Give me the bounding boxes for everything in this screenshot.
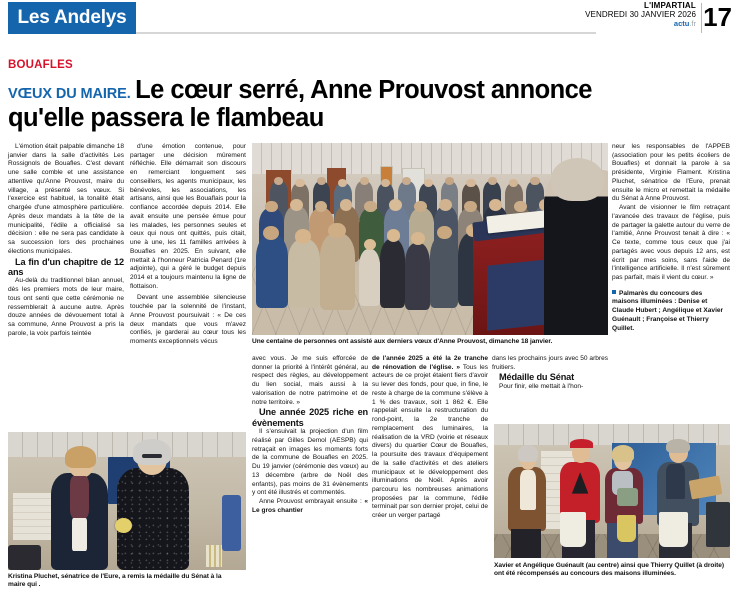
contest-winners-caption: Xavier et Angélique Guénault (au centre) ainsi que Thierry Quillet (à droite) ont été récompensés au concours des maisons illuminées. — [494, 562, 725, 577]
masthead — [0, 0, 738, 38]
masthead-info — [528, 2, 696, 28]
website-logo — [528, 20, 696, 28]
paper-name: L'IMPARTIAL — [644, 1, 696, 10]
paragraph: Au-delà du traditionnel bilan annuel, dès les premiers mots de leur maire, tous ont senti que cette cérémonie ne ressemblerait à aucune autre. Après douze années de dévouement total à sa commune, Anne Prouvost a pris la parole, la voix parfois teintée — [8, 277, 124, 337]
paragraph: Devant une assemblée silencieuse touchée par la solennité de l'instant, Anne Prouvost poursuivait : « De ces deux mandats que vous m'avez confiés, je garderai au cœur tous les moments exceptionnels vécus — [130, 294, 246, 346]
paragraph: Il s'ensuivait la projection d'un film réalisé par Gilles Demol (AESPB) qui retraçait en images les moments forts de la commune de Bouafles en 2025. Du 19 janvier (cérémonie des vœux) au 13 décembre (arbre de Noël des enfants), pas moins de 31 évènements y ont été illustrés et commentés. — [252, 428, 368, 497]
page-number: 17 — [703, 2, 732, 32]
contest-winners-photo — [494, 424, 730, 558]
medal-handover-caption: Kristina Pluchet, sénatrice de l'Eure, a remis la médaille du Sénat à la maire qui . — [8, 573, 222, 588]
article-column-1 — [8, 143, 124, 338]
paragraph: L'émotion était palpable dimanche 18 janvier dans la salle d'activités Les Rossignols de Bouafles. C'est devant une salle comble et une assistance attentive qu'Anne Prouvost, maire du village, a présenté ses vœux. Si l'exercice est habituel, la tonalité était chargée d'une atmosphère particulière. Après deux mandats à la tête de la municipalité, l'édile a officialisé sa décision : elle ne sera pas candidate à sa succession lors des prochaines élections municipales. — [8, 143, 124, 255]
paragraph: avec vous. Je me suis efforcée de donner la priorité à l'intérêt général, au respect des règles, au développement du lien social, mais aussi à la valorisation de notre patrimoine et de notre territoire. » — [252, 355, 368, 406]
article-column-3 — [252, 355, 368, 516]
publication-date: VENDREDI 30 JANVIER 2026 — [585, 9, 696, 19]
subheading: Une année 2025 riche en évènements — [252, 407, 368, 428]
article-column-6 — [612, 143, 730, 333]
locality-kicker: BOUAFLES — [8, 59, 73, 71]
paragraph-quote-bold: « Le gros chantier — [252, 498, 368, 514]
site-tld: .fr — [689, 18, 696, 28]
article-column-5 — [492, 355, 608, 392]
headline-block — [8, 77, 730, 133]
assembly-hall-photo — [252, 143, 608, 335]
article-column-2 — [130, 143, 246, 347]
section-flag — [8, 2, 136, 34]
medal-handover-photo — [8, 432, 246, 570]
page-title: Le cœur serré, Anne Prouvost annonce — [135, 76, 592, 104]
paragraph: Avant de visionner le film retraçant l'avancée des travaux de l'église, puis de partager la galette autour du verre de l'amitié, Anne Prouvost tenait à dire : « Ce texte, comme tous ceux que j'ai partagés avec vous depuis 12 ans, est écrit par mes soins, sans l'aide de l'intelligence artificielle. Il n'est sûrement pas parfait, mais il vient du cœur. » — [612, 204, 730, 282]
sidebar-note-text: Palmarès du concours des maisons illuminées : Denise et Claude Hubert ; Angélique et Xavier Guénault ; Françoise et Thierry Quillet. — [612, 289, 724, 332]
paragraph: d'une émotion contenue, pour partager une décision mûrement réfléchie. Elle démarrait son discours en remerciant longuement ses conseillers, les agents municipaux, les bénévoles, les associations, les artisans, ainsi que les Bouaflais pour la confiance accordée depuis 2014. Elle avait ensuite une pensée émue pour les malades, les personnes seules et ceux qui nous ont quittés, puis citait, une à une, les 11 familles arrivées à Bouafles en 2025. En suivant, elle mettait à l'honneur Patricia Penard (1re adjointe), qui a géré le budget depuis 2014 et a toujours maintenu la ligne de flottaison. — [130, 143, 246, 290]
paragraph: neur les responsables de l'APPEB (association pour les petits écoliers de Bouafles) et donnait la parole à sa présidente, Virginie Flament. Kristina Pluchet, sénatrice de l'Eure, prenait ensuite le micro et remettait la médaille du Sénat à Anne Prouvost. — [612, 143, 730, 203]
bullet-square-icon — [612, 290, 616, 294]
paragraph-mixed — [372, 355, 488, 521]
paragraph-mixed — [252, 498, 368, 515]
assembly-hall-caption: Une centaine de personnes ont assisté aux derniers vœux d'Anne Prouvost, dimanche 18 janvier. — [252, 338, 553, 345]
paragraph: dans les prochains jours avec 50 arbres fruitiers. — [492, 355, 608, 371]
headline-overline: VŒUX DU MAIRE. — [8, 86, 131, 102]
article-column-4 — [372, 355, 488, 521]
section-name: Les Andelys — [17, 7, 127, 28]
paragraph: Pour finir, elle mettait à l'hon- — [499, 382, 584, 390]
paragraph-quote-bold: de l'année 2025 a été la 2e tranche de rénovation de l'église. » — [372, 355, 488, 371]
paragraph-plain: Anne Prouvost embrayait ensuite : — [259, 498, 365, 506]
subheading: Médaille du Sénat — [499, 372, 575, 383]
page-title-line2: qu'elle passera le flambeau — [8, 104, 324, 133]
site-name: actu — [673, 18, 690, 28]
sidebar-note — [612, 290, 730, 334]
masthead-rule — [136, 32, 596, 34]
paragraph-plain: Tous les acteurs de ce projet étaient fiers d'avoir su lever des fonds, pour que, in fine, le reste à charge de la commune s'élève à 1 % des travaux, soit 1 862 €. Elle rappelait ensuite la restructuration du rond-point, la 2e tranche de remplacement des luminaires, la réalisation de la VRD (voirie et réseaux divers) du quartier Cœur de Bouafles, la poursuite des travaux d'équipement de la salle d'activités et des ateliers municipaux et le développement des illuminations de Noël. Après avoir parcouru les nombreuses animations proposées par la commune, l'édile terminait par son dernier projet, celui de créer un verger partagé — [372, 363, 489, 520]
masthead-divider — [701, 3, 702, 33]
subheading: La fin d'un chapitre de 12 ans — [8, 256, 124, 277]
